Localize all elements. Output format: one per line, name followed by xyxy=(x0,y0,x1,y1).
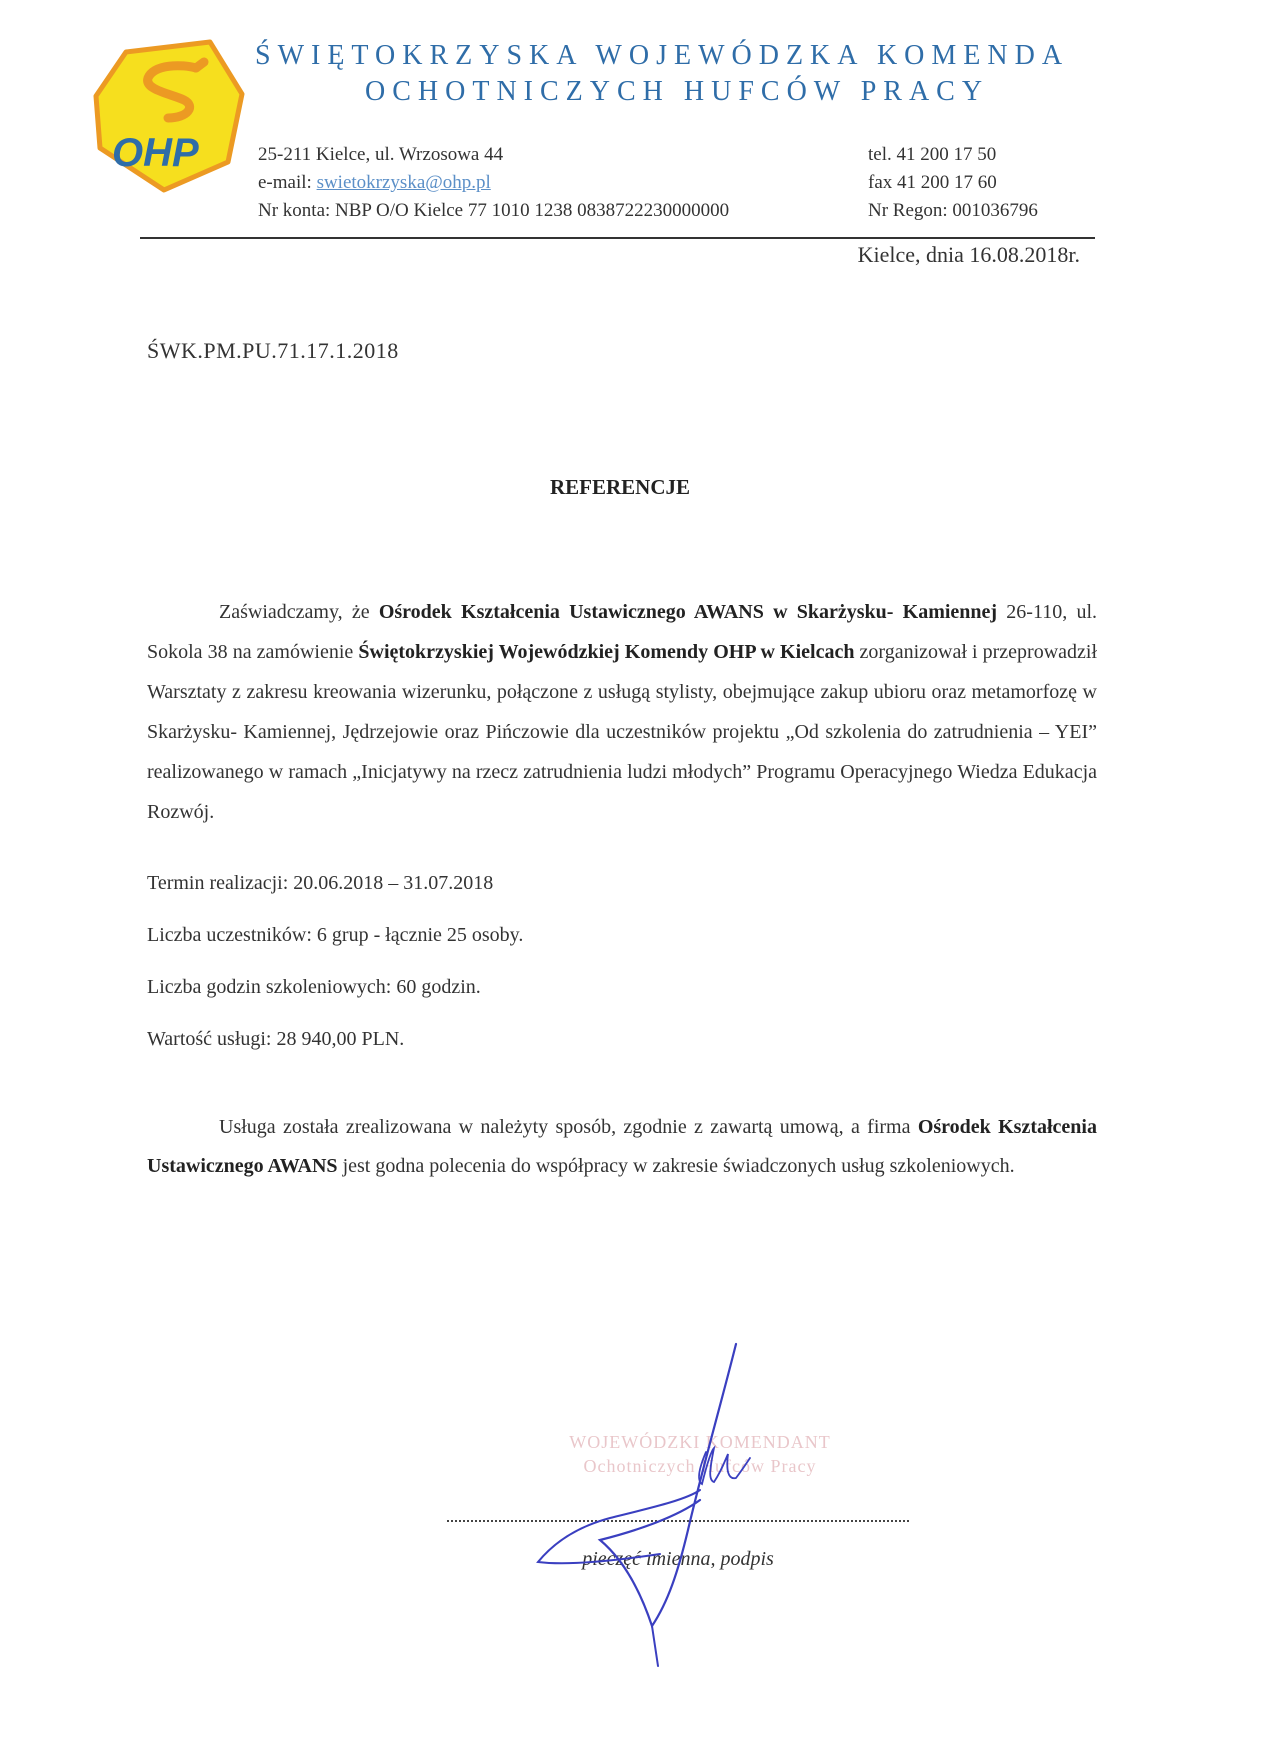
organization-name xyxy=(255,38,1185,110)
fax-number: fax 41 200 17 60 xyxy=(868,172,997,193)
fact-hours: Liczba godzin szkoleniowych: 60 godzin. xyxy=(147,976,481,998)
paragraph-main-bold-1: Ośrodek Kształcenia Ustawicznego AWANS w Skarżysku- Kamiennej xyxy=(378,601,998,623)
handwritten-signature xyxy=(500,1340,800,1670)
header-divider xyxy=(140,237,1095,239)
organization-name-line1: ŚWIĘTOKRZYSKA WOJEWÓDZKA KOMENDA xyxy=(255,40,1070,71)
paragraph-closing xyxy=(147,1108,1097,1186)
stamp-line2: Ochotniczych Hufców Pracy xyxy=(583,1456,817,1476)
regon-number: Nr Regon: 001036796 xyxy=(868,200,1038,221)
bank-account: Nr konta: NBP O/O Kielce 77 1010 1238 0838722230000000 xyxy=(258,200,730,221)
logo-text: OHP xyxy=(112,131,199,175)
fact-value: Wartość usługi: 28 940,00 PLN. xyxy=(147,1028,405,1050)
email-link[interactable]: swietokrzyska@ohp.pl xyxy=(316,172,491,193)
paragraph-closing-bold-1: Ośrodek Kształcenia Ustawicznego AWANS xyxy=(147,1116,1097,1177)
ohp-logo xyxy=(92,38,252,198)
paragraph-main-text-2: 26-110, ul. Sokola 38 na zamówienie xyxy=(147,601,1097,663)
fact-period: Termin realizacji: 20.06.2018 – 31.07.2018 xyxy=(147,872,494,894)
organization-name-line2: OCHOTNICZYCH HUFCÓW PRACY xyxy=(365,76,990,107)
signature-caption: pieczęć imienna, podpis xyxy=(582,1548,774,1570)
service-facts xyxy=(147,870,523,1078)
paragraph-closing-text-1: Usługa została zrealizowana w należyty sposób, zgodnie z zawartą umową, a firma xyxy=(219,1116,918,1138)
email-line xyxy=(258,169,818,197)
paragraph-main-text-3: zorganizował i przeprowadził Warsztaty z zakresu kreowania wizerunku, połączone z usługą stylisty, obejmujące zakup ubioru oraz metamorfozę w Skarżysku- Kamiennej, Jędrzejowie oraz Pińczowie dla uczestników projektu „Od szkolenia do zatrudnienia – YEI” realizowanego w ramach „Inicjatywy na rzecz zatrudnienia ludzi młodych” Programu Operacyjnego Wiedza Edukacja Rozwój. xyxy=(147,641,1098,823)
paragraph-main-text-1: Zaświadczamy, że xyxy=(219,601,379,623)
fact-participants: Liczba uczestników: 6 grup - łącznie 25 osoby. xyxy=(147,924,524,946)
document-date: Kielce, dnia 16.08.2018r. xyxy=(857,242,1080,267)
reference-number: ŚWK.PM.PU.71.17.1.2018 xyxy=(147,338,399,363)
document-title: REFERENCJE xyxy=(549,475,691,499)
contact-details-left xyxy=(258,141,818,225)
paragraph-closing-text-2: jest godna polecenia do współpracy w zakresie świadczonych usług szkoleniowych. xyxy=(337,1155,1015,1177)
stamp-line1: WOJEWÓDZKI KOMENDANT xyxy=(569,1432,831,1452)
phone-number: tel. 41 200 17 50 xyxy=(868,144,997,165)
paragraph-main xyxy=(147,592,1097,832)
contact-details-right xyxy=(868,141,1128,225)
address: 25-211 Kielce, ul. Wrzosowa 44 xyxy=(258,144,504,165)
paragraph-main-bold-2: Świętokrzyskiej Wojewódzkiej Komendy OHP w Kielcach xyxy=(358,641,855,663)
email-label: e-mail: xyxy=(258,172,312,193)
